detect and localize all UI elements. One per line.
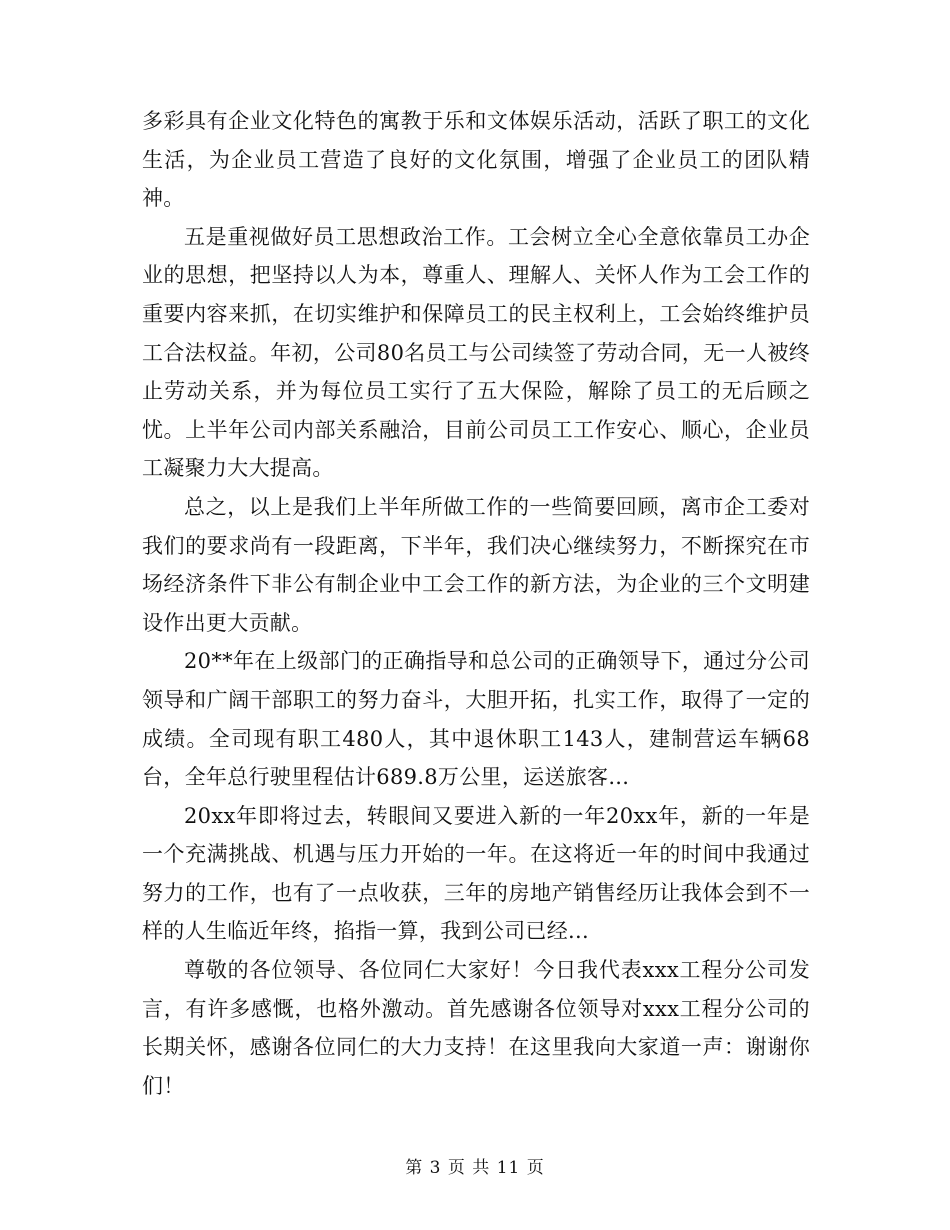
paragraph-4: 20**年在上级部门的正确指导和总公司的正确领导下，通过分公司领导和广阔干部职工的努力奋斗，大胆开拓，扎实工作，取得了一定的成绩。全司现有职工480人，其中退休职工143人，建制营运车辆68台，全年总行驶里程估计689.8万公里，运送旅客... xyxy=(142,649,810,790)
paragraph-2: 五是重视做好员工思想政治工作。工会树立全心全意依靠员工办企业的思想，把坚持以人为本，尊重人、理解人、关怀人作为工会工作的重要内容来抓，在切实维护和保障员工的民主权利上，工会始终维护员工合法权益。年初，公司80名员工与公司续签了劳动合同，无一人被终止劳动关系，并为每位员工实行了五大保险，解除了员工的无后顾之忧。上半年公司内部关系融洽，目前公司员工工作安心、顺心，企业员工凝聚力大大提高。 xyxy=(142,224,810,481)
paragraph-1: 多彩具有企业文化特色的寓教于乐和文体娱乐活动，活跃了职工的文化生活，为企业员工营造了良好的文化氛围，增强了企业员工的团队精神。 xyxy=(142,109,810,211)
document-body xyxy=(142,102,810,1105)
paragraph-5: 20xx年即将过去，转眼间又要进入新的一年20xx年，新的一年是一个充满挑战、机遇与压力开始的一年。在这将近一年的时间中我通过努力的工作，也有了一点收获，三年的房地产销售经历让我体会到不一样的人生临近年终，掐指一算，我到公司已经... xyxy=(142,803,810,944)
paragraph-6: 尊敬的各位领导、各位同仁大家好！今日我代表xxx工程分公司发言，有许多感慨，也格外激动。首先感谢各位领导对xxx工程分公司的长期关怀，感谢各位同仁的大力支持！在这里我向大家道一声：谢谢你们！ xyxy=(142,958,810,1098)
paragraph-3: 总之，以上是我们上半年所做工作的一些简要回顾，离市企工委对我们的要求尚有一段距离，下半年，我们决心继续努力，不断探究在市场经济条件下非公有制企业中工会工作的新方法，为企业的三个文明建设作出更大贡献。 xyxy=(142,494,810,635)
page-number-footer: 第 3 页 共 11 页 xyxy=(405,1158,545,1178)
